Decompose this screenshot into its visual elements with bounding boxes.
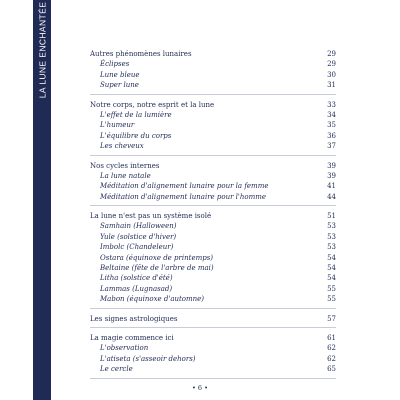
toc-entry-title: Méditation d'alignement lunaire pour la femme bbox=[100, 182, 269, 191]
toc-entry bbox=[90, 242, 336, 252]
toc-entry-title: Beltaine (fête de l'arbre de mai) bbox=[100, 264, 214, 273]
toc-entry-page: 62 bbox=[327, 344, 336, 353]
toc-entry-title: Super lune bbox=[100, 81, 139, 90]
toc-entry bbox=[90, 263, 336, 273]
toc-entry-page: 54 bbox=[327, 264, 336, 273]
toc-entry-title: L'atiseta (s'asseoir dehors) bbox=[100, 354, 196, 363]
toc-entry-page: 54 bbox=[327, 253, 336, 262]
toc-entry-title: Éclipses bbox=[100, 60, 130, 69]
toc-entry-page: 53 bbox=[327, 243, 336, 252]
toc-entry-title: Méditation d'alignement lunaire pour l'homme bbox=[100, 192, 266, 201]
toc-entry-title: La lune natale bbox=[100, 171, 151, 180]
running-title bbox=[33, 0, 51, 100]
toc-entry-title: Les cheveux bbox=[100, 142, 144, 151]
toc-entry-title: Litha (solstice d'été) bbox=[100, 274, 173, 283]
toc-entry-title: Imbolc (Chandeleur) bbox=[100, 243, 174, 252]
toc-entry bbox=[90, 253, 336, 263]
toc-entry-title: L'humeur bbox=[100, 121, 135, 130]
toc-entry-title: Ostara (équinoxe de printemps) bbox=[100, 253, 214, 262]
toc-entry-title: L'observation bbox=[100, 344, 149, 353]
toc-entry bbox=[90, 110, 336, 120]
toc-entry-title: Samhain (Halloween) bbox=[100, 222, 177, 231]
toc-entry-page: 35 bbox=[327, 121, 336, 130]
toc-entry bbox=[90, 141, 336, 151]
toc-entry-page: 55 bbox=[327, 284, 336, 293]
toc-chapter-title: Notre corps, notre esprit et la lune bbox=[90, 100, 215, 109]
table-of-contents bbox=[90, 48, 336, 383]
toc-entry-title: Yule (solstice d'hiver) bbox=[100, 232, 177, 241]
toc-entry-page: 65 bbox=[327, 365, 336, 374]
page-number: • 6 • bbox=[192, 384, 208, 392]
toc-section bbox=[90, 332, 336, 379]
toc-section bbox=[90, 313, 336, 328]
toc-chapter bbox=[90, 211, 336, 221]
toc-chapter-title: Autres phénomènes lunaires bbox=[90, 50, 192, 58]
toc-entry-page: 39 bbox=[327, 171, 336, 180]
toc-entry-page: 34 bbox=[327, 110, 336, 119]
toc-entry bbox=[90, 80, 336, 90]
toc-section bbox=[90, 160, 336, 207]
toc-entry bbox=[90, 354, 336, 364]
toc-entry-page: 53 bbox=[327, 222, 336, 231]
toc-entry-title: Lammas (Lugnasad) bbox=[100, 284, 173, 293]
toc-entry-title: L'effet de la lumière bbox=[100, 110, 172, 119]
toc-chapter-page: 29 bbox=[327, 50, 336, 58]
toc-chapter-page: 33 bbox=[327, 100, 336, 109]
toc-entry-page: 44 bbox=[327, 192, 336, 201]
toc-chapter-title: Nos cycles internes bbox=[90, 161, 160, 170]
toc-chapter bbox=[90, 100, 336, 110]
toc-chapter bbox=[90, 333, 336, 343]
toc-entry bbox=[90, 171, 336, 181]
toc-entry bbox=[90, 232, 336, 242]
toc-entry-page: 62 bbox=[327, 354, 336, 363]
toc-entry bbox=[90, 192, 336, 202]
toc-entry-page: 37 bbox=[327, 142, 336, 151]
toc-section bbox=[90, 210, 336, 309]
toc-chapter bbox=[90, 314, 336, 324]
toc-entry-page: 29 bbox=[327, 60, 336, 69]
toc-entry-title: L'équilibre du corps bbox=[100, 131, 172, 140]
toc-entry-page: 54 bbox=[327, 274, 336, 283]
toc-entry bbox=[90, 273, 336, 283]
toc-entry bbox=[90, 131, 336, 141]
toc-chapter-title: La lune n'est pas un système isolé bbox=[90, 212, 212, 221]
toc-section bbox=[90, 48, 336, 95]
toc-entry-title: Le cercle bbox=[100, 365, 133, 374]
toc-chapter-page: 51 bbox=[327, 212, 336, 221]
toc-entry bbox=[90, 181, 336, 191]
toc-entry bbox=[90, 343, 336, 353]
toc-chapter-title: Les signes astrologiques bbox=[90, 314, 178, 323]
toc-entry-page: 31 bbox=[327, 81, 336, 90]
toc-entry bbox=[90, 59, 336, 69]
toc-section bbox=[90, 99, 336, 156]
toc-entry-title: Mabon (équinoxe d'automne) bbox=[100, 295, 205, 304]
toc-entry bbox=[90, 221, 336, 231]
toc-entry bbox=[90, 364, 336, 374]
running-title-text: LA LUNE ENCHANTÉE bbox=[37, 1, 47, 99]
toc-entry-page: 53 bbox=[327, 232, 336, 241]
toc-chapter-page: 57 bbox=[327, 314, 336, 323]
toc-entry-page: 41 bbox=[327, 182, 336, 191]
toc-entry bbox=[90, 70, 336, 80]
toc-chapter bbox=[90, 49, 336, 59]
toc-chapter-title: La magie commence ici bbox=[90, 333, 174, 342]
toc-entry bbox=[90, 284, 336, 294]
toc-entry-page: 55 bbox=[327, 295, 336, 304]
toc-chapter bbox=[90, 161, 336, 171]
toc-entry-page: 36 bbox=[327, 131, 336, 140]
toc-chapter-page: 61 bbox=[327, 333, 336, 342]
toc-chapter-page: 39 bbox=[327, 161, 336, 170]
toc-entry-title: Lune bleue bbox=[100, 70, 140, 79]
toc-entry bbox=[90, 294, 336, 304]
toc-entry bbox=[90, 120, 336, 130]
toc-entry-page: 30 bbox=[327, 70, 336, 79]
